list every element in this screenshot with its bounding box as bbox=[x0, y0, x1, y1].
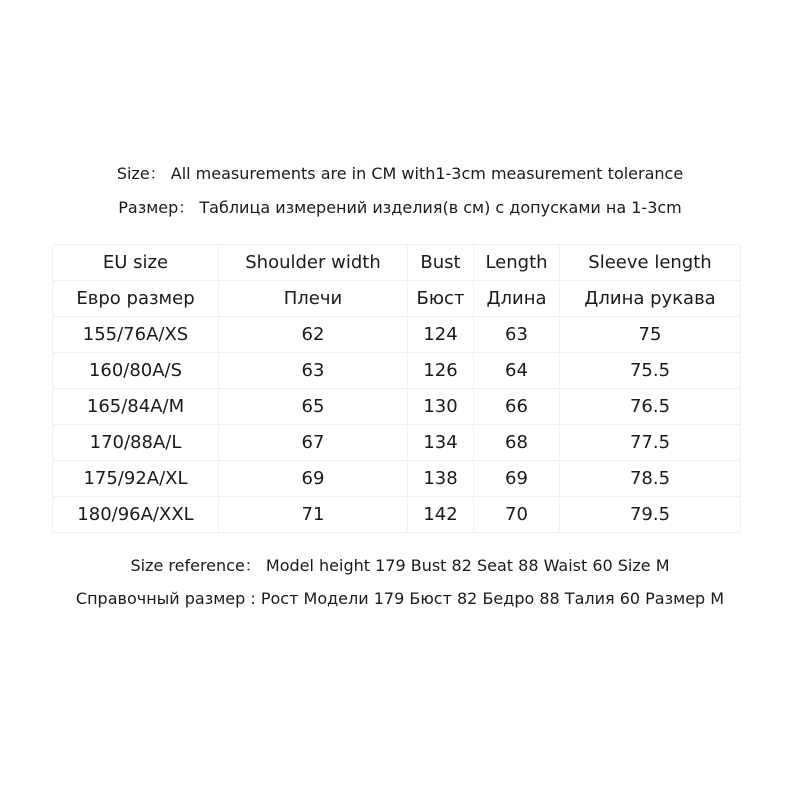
cell-sleeve-length: 78.5 bbox=[560, 461, 741, 497]
cell-shoulder-width: 67 bbox=[219, 425, 408, 461]
cell-bust: 124 bbox=[408, 317, 474, 353]
cell-length: 70 bbox=[474, 497, 560, 533]
cell-bust: 126 bbox=[408, 353, 474, 389]
cell-shoulder-width: 71 bbox=[219, 497, 408, 533]
cell-length: 64 bbox=[474, 353, 560, 389]
header-bust-ru: Бюст bbox=[408, 281, 474, 317]
cell-sleeve-length: 77.5 bbox=[560, 425, 741, 461]
header-bust: Bust bbox=[408, 245, 474, 281]
cell-eu-size: 165/84A/M bbox=[53, 389, 219, 425]
header-shoulder-width-ru: Плечи bbox=[219, 281, 408, 317]
table-row bbox=[53, 353, 741, 389]
cell-bust: 130 bbox=[408, 389, 474, 425]
cell-sleeve-length: 76.5 bbox=[560, 389, 741, 425]
header-length-ru: Длина bbox=[474, 281, 560, 317]
table-row bbox=[53, 425, 741, 461]
header-eu-size-ru: Евро размер bbox=[53, 281, 219, 317]
measurement-note-en: Size： All measurements are in CM with1-3cm measurement tolerance bbox=[116, 164, 684, 183]
size-reference-ru: Справочный размер : Рост Модели 179 Бюст 82 Бедро 88 Талия 60 Размер M bbox=[75, 589, 725, 608]
cell-shoulder-width: 69 bbox=[219, 461, 408, 497]
table-row bbox=[53, 461, 741, 497]
size-chart-table bbox=[52, 244, 741, 533]
header-length: Length bbox=[474, 245, 560, 281]
cell-bust: 138 bbox=[408, 461, 474, 497]
cell-eu-size: 155/76A/XS bbox=[53, 317, 219, 353]
cell-shoulder-width: 65 bbox=[219, 389, 408, 425]
cell-bust: 142 bbox=[408, 497, 474, 533]
cell-eu-size: 170/88A/L bbox=[53, 425, 219, 461]
header-sleeve-length: Sleeve length bbox=[560, 245, 741, 281]
cell-length: 63 bbox=[474, 317, 560, 353]
header-sleeve-length-ru: Длина рукава bbox=[560, 281, 741, 317]
cell-eu-size: 175/92A/XL bbox=[53, 461, 219, 497]
cell-eu-size: 160/80A/S bbox=[53, 353, 219, 389]
header-shoulder-width: Shoulder width bbox=[219, 245, 408, 281]
cell-shoulder-width: 63 bbox=[219, 353, 408, 389]
table-row bbox=[53, 317, 741, 353]
measurement-note-ru: Размер： Таблица измерений изделия(в см) с допусками на 1-3сm bbox=[118, 198, 682, 217]
cell-sleeve-length: 75 bbox=[560, 317, 741, 353]
table-row bbox=[53, 497, 741, 533]
cell-length: 66 bbox=[474, 389, 560, 425]
cell-eu-size: 180/96A/XXL bbox=[53, 497, 219, 533]
cell-length: 69 bbox=[474, 461, 560, 497]
cell-sleeve-length: 79.5 bbox=[560, 497, 741, 533]
header-row-ru bbox=[53, 281, 741, 317]
cell-length: 68 bbox=[474, 425, 560, 461]
cell-bust: 134 bbox=[408, 425, 474, 461]
header-eu-size: EU size bbox=[53, 245, 219, 281]
cell-shoulder-width: 62 bbox=[219, 317, 408, 353]
cell-sleeve-length: 75.5 bbox=[560, 353, 741, 389]
header-row-en bbox=[53, 245, 741, 281]
size-reference-en: Size reference： Model height 179 Bust 82 Seat 88 Waist 60 Size M bbox=[130, 556, 670, 575]
table-row bbox=[53, 389, 741, 425]
